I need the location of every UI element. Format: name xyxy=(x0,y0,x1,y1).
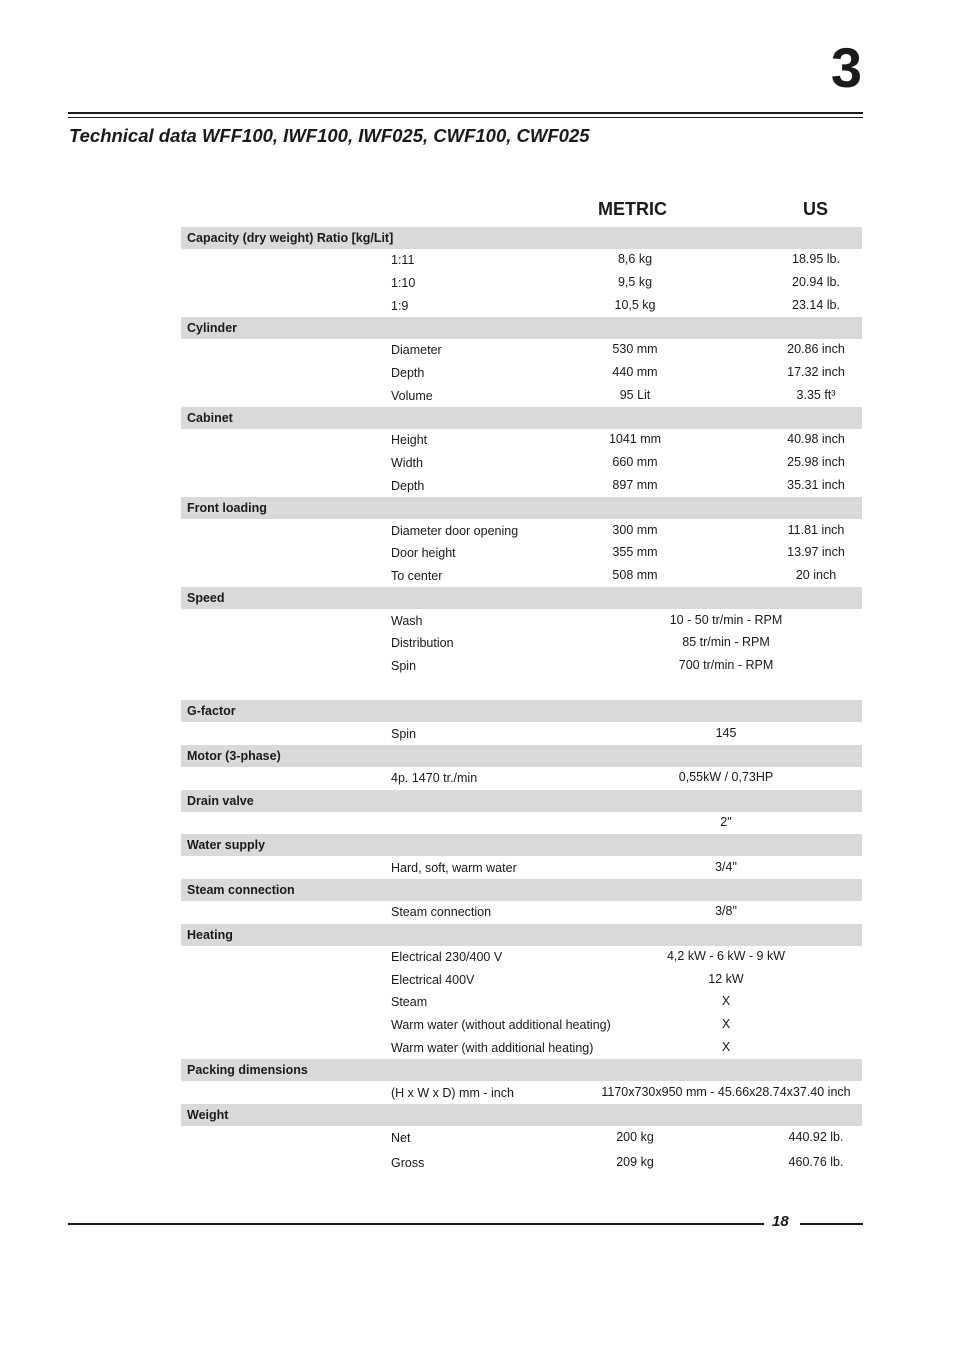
combined-value: 85 tr/min - RPM xyxy=(682,635,770,650)
section-header xyxy=(181,497,862,519)
metric-value: 9,5 kg xyxy=(617,275,653,290)
section-title: Heating xyxy=(187,927,233,942)
footer-rule-right xyxy=(800,1223,863,1225)
table-row xyxy=(181,1037,862,1060)
chapter-number: 3 xyxy=(830,36,862,99)
row-label: Wash xyxy=(391,613,423,628)
us-value: 20 inch xyxy=(795,567,837,582)
combined-value: 700 tr/min - RPM xyxy=(678,657,774,672)
row-label: Gross xyxy=(391,1156,425,1171)
row-label: (H x W x D) mm - inch xyxy=(391,1085,514,1100)
page-number: 18 xyxy=(772,1213,789,1230)
row-label: Width xyxy=(391,456,423,471)
row-label: 4p. 1470 tr./min xyxy=(391,771,478,786)
us-value: 25.98 inch xyxy=(787,455,845,470)
combined-value: 3/4" xyxy=(715,859,737,874)
table-row xyxy=(181,901,862,924)
row-label: 1:9 xyxy=(391,298,409,313)
section-header xyxy=(181,227,862,249)
us-value: 20.86 inch xyxy=(787,342,845,357)
spec-table xyxy=(181,227,862,1176)
section-title: Steam connection xyxy=(187,883,295,898)
row-label: Volume xyxy=(391,388,433,403)
row-label: Depth xyxy=(391,366,425,381)
us-value: 18.95 lb. xyxy=(792,252,840,267)
row-label: Height xyxy=(391,433,428,448)
table-row xyxy=(181,946,862,969)
row-label: 1:11 xyxy=(391,253,415,268)
metric-value: 209 kg xyxy=(616,1155,654,1170)
table-row xyxy=(181,655,862,678)
combined-value: 10 - 50 tr/min - RPM xyxy=(669,612,783,627)
row-label: Electrical 230/400 V xyxy=(391,950,503,965)
combined-value: 3/8" xyxy=(715,904,737,919)
us-value: 11.81 inch xyxy=(787,522,845,537)
combined-value: 0,55kW / 0,73HP xyxy=(678,770,774,785)
row-label: Warm water (without additional heating) xyxy=(391,1018,611,1033)
row-label: Distribution xyxy=(391,636,454,651)
table-row xyxy=(181,519,862,542)
section-title: Capacity (dry weight) Ratio [kg/Lit] xyxy=(187,231,394,245)
row-label: Door height xyxy=(391,546,456,561)
section-header xyxy=(181,790,862,812)
combined-value: X xyxy=(721,1039,731,1054)
row-label: Electrical 400V xyxy=(391,972,475,987)
section-title: Cabinet xyxy=(187,411,233,426)
metric-value: 355 mm xyxy=(612,545,658,560)
metric-column-header: METRIC xyxy=(598,199,667,219)
table-row xyxy=(181,812,862,835)
section-header xyxy=(181,317,862,339)
row-label: 1:10 xyxy=(391,276,416,291)
row-label: Steam xyxy=(391,995,428,1010)
us-value: 35.31 inch xyxy=(787,477,845,492)
section-title: Speed xyxy=(187,591,225,606)
us-value: 460.76 lb. xyxy=(788,1155,844,1170)
section-header xyxy=(181,407,862,429)
table-row xyxy=(181,722,862,745)
row-label: Hard, soft, warm water xyxy=(391,860,517,875)
header-rule-thin xyxy=(68,117,863,118)
section-header xyxy=(181,879,862,901)
us-value: 40.98 inch xyxy=(787,432,845,447)
table-row xyxy=(181,452,862,475)
section-header xyxy=(181,745,862,767)
section-header xyxy=(181,924,862,946)
metric-value: 508 mm xyxy=(612,567,658,582)
us-value: 20.94 lb. xyxy=(792,275,840,290)
section-title: Packing dimensions xyxy=(187,1063,308,1078)
table-row xyxy=(181,991,862,1014)
table-row xyxy=(181,632,862,655)
section-title: Weight xyxy=(187,1107,229,1122)
header-rule xyxy=(68,112,863,114)
table-row xyxy=(181,609,862,632)
table-row xyxy=(181,1014,862,1037)
section-header xyxy=(181,1059,862,1081)
metric-value: 1041 mm xyxy=(608,432,662,447)
section-header xyxy=(181,1104,862,1126)
table-row xyxy=(181,1151,862,1176)
combined-value: 4,2 kW - 6 kW - 9 kW xyxy=(666,949,786,964)
table-row xyxy=(181,362,862,385)
table-row xyxy=(181,475,862,498)
table-row xyxy=(181,767,862,790)
table-row xyxy=(181,272,862,295)
table-row xyxy=(181,339,862,362)
section-header xyxy=(181,700,862,722)
table-row xyxy=(181,294,862,317)
page-title: Technical data WFF100, IWF100, IWF025, CWF100, CWF025 xyxy=(69,125,590,146)
row-label: Depth xyxy=(391,478,425,493)
us-column-header: US xyxy=(803,199,829,219)
section-title: Front loading xyxy=(187,501,267,516)
row-label: Diameter xyxy=(391,343,442,358)
metric-value: 300 mm xyxy=(612,522,658,537)
combined-value: 145 xyxy=(715,725,737,740)
row-label: Spin xyxy=(391,726,417,741)
row-label: Spin xyxy=(391,658,417,673)
us-value: 13.97 inch xyxy=(787,545,845,560)
combined-value: 2" xyxy=(720,815,732,830)
table-row xyxy=(181,968,862,991)
table-row xyxy=(181,384,862,407)
combined-value: 12 kW xyxy=(708,971,744,986)
row-label: Net xyxy=(391,1131,411,1146)
row-label: Warm water (with additional heating) xyxy=(391,1040,594,1055)
table-row xyxy=(181,1081,862,1104)
section-title: Cylinder xyxy=(187,321,238,336)
footer-rule xyxy=(68,1223,764,1225)
metric-value: 660 mm xyxy=(612,455,658,470)
section-header xyxy=(181,587,862,609)
us-value: 17.32 inch xyxy=(787,365,845,380)
us-value: 440.92 lb. xyxy=(788,1130,844,1145)
table-row xyxy=(181,1126,862,1151)
metric-value: 897 mm xyxy=(612,477,658,492)
spacer xyxy=(181,677,862,700)
us-value: 23.14 lb. xyxy=(792,297,840,312)
combined-value: X xyxy=(721,994,731,1009)
section-title: Motor (3-phase) xyxy=(187,749,281,763)
section-title: G-factor xyxy=(187,704,236,719)
metric-value: 200 kg xyxy=(616,1130,654,1145)
table-row xyxy=(181,249,862,272)
section-header xyxy=(181,834,862,856)
us-value: 3.35 ft³ xyxy=(796,387,836,402)
table-row xyxy=(181,856,862,879)
row-label: To center xyxy=(391,568,443,583)
metric-value: 10,5 kg xyxy=(614,297,656,312)
metric-value: 530 mm xyxy=(612,342,658,357)
metric-value: 8,6 kg xyxy=(617,252,653,267)
metric-value: 95 Lit xyxy=(619,387,651,402)
table-row xyxy=(181,429,862,452)
row-label: Diameter door opening xyxy=(391,523,519,538)
combined-value: X xyxy=(721,1017,731,1032)
row-label: Steam connection xyxy=(391,905,492,920)
section-title: Water supply xyxy=(187,838,266,853)
combined-value: 1170x730x950 mm - 45.66x28.74x37.40 inch xyxy=(601,1084,851,1099)
table-row xyxy=(181,565,862,588)
metric-value: 440 mm xyxy=(612,365,658,380)
table-row xyxy=(181,542,862,565)
section-title: Drain valve xyxy=(187,793,254,808)
